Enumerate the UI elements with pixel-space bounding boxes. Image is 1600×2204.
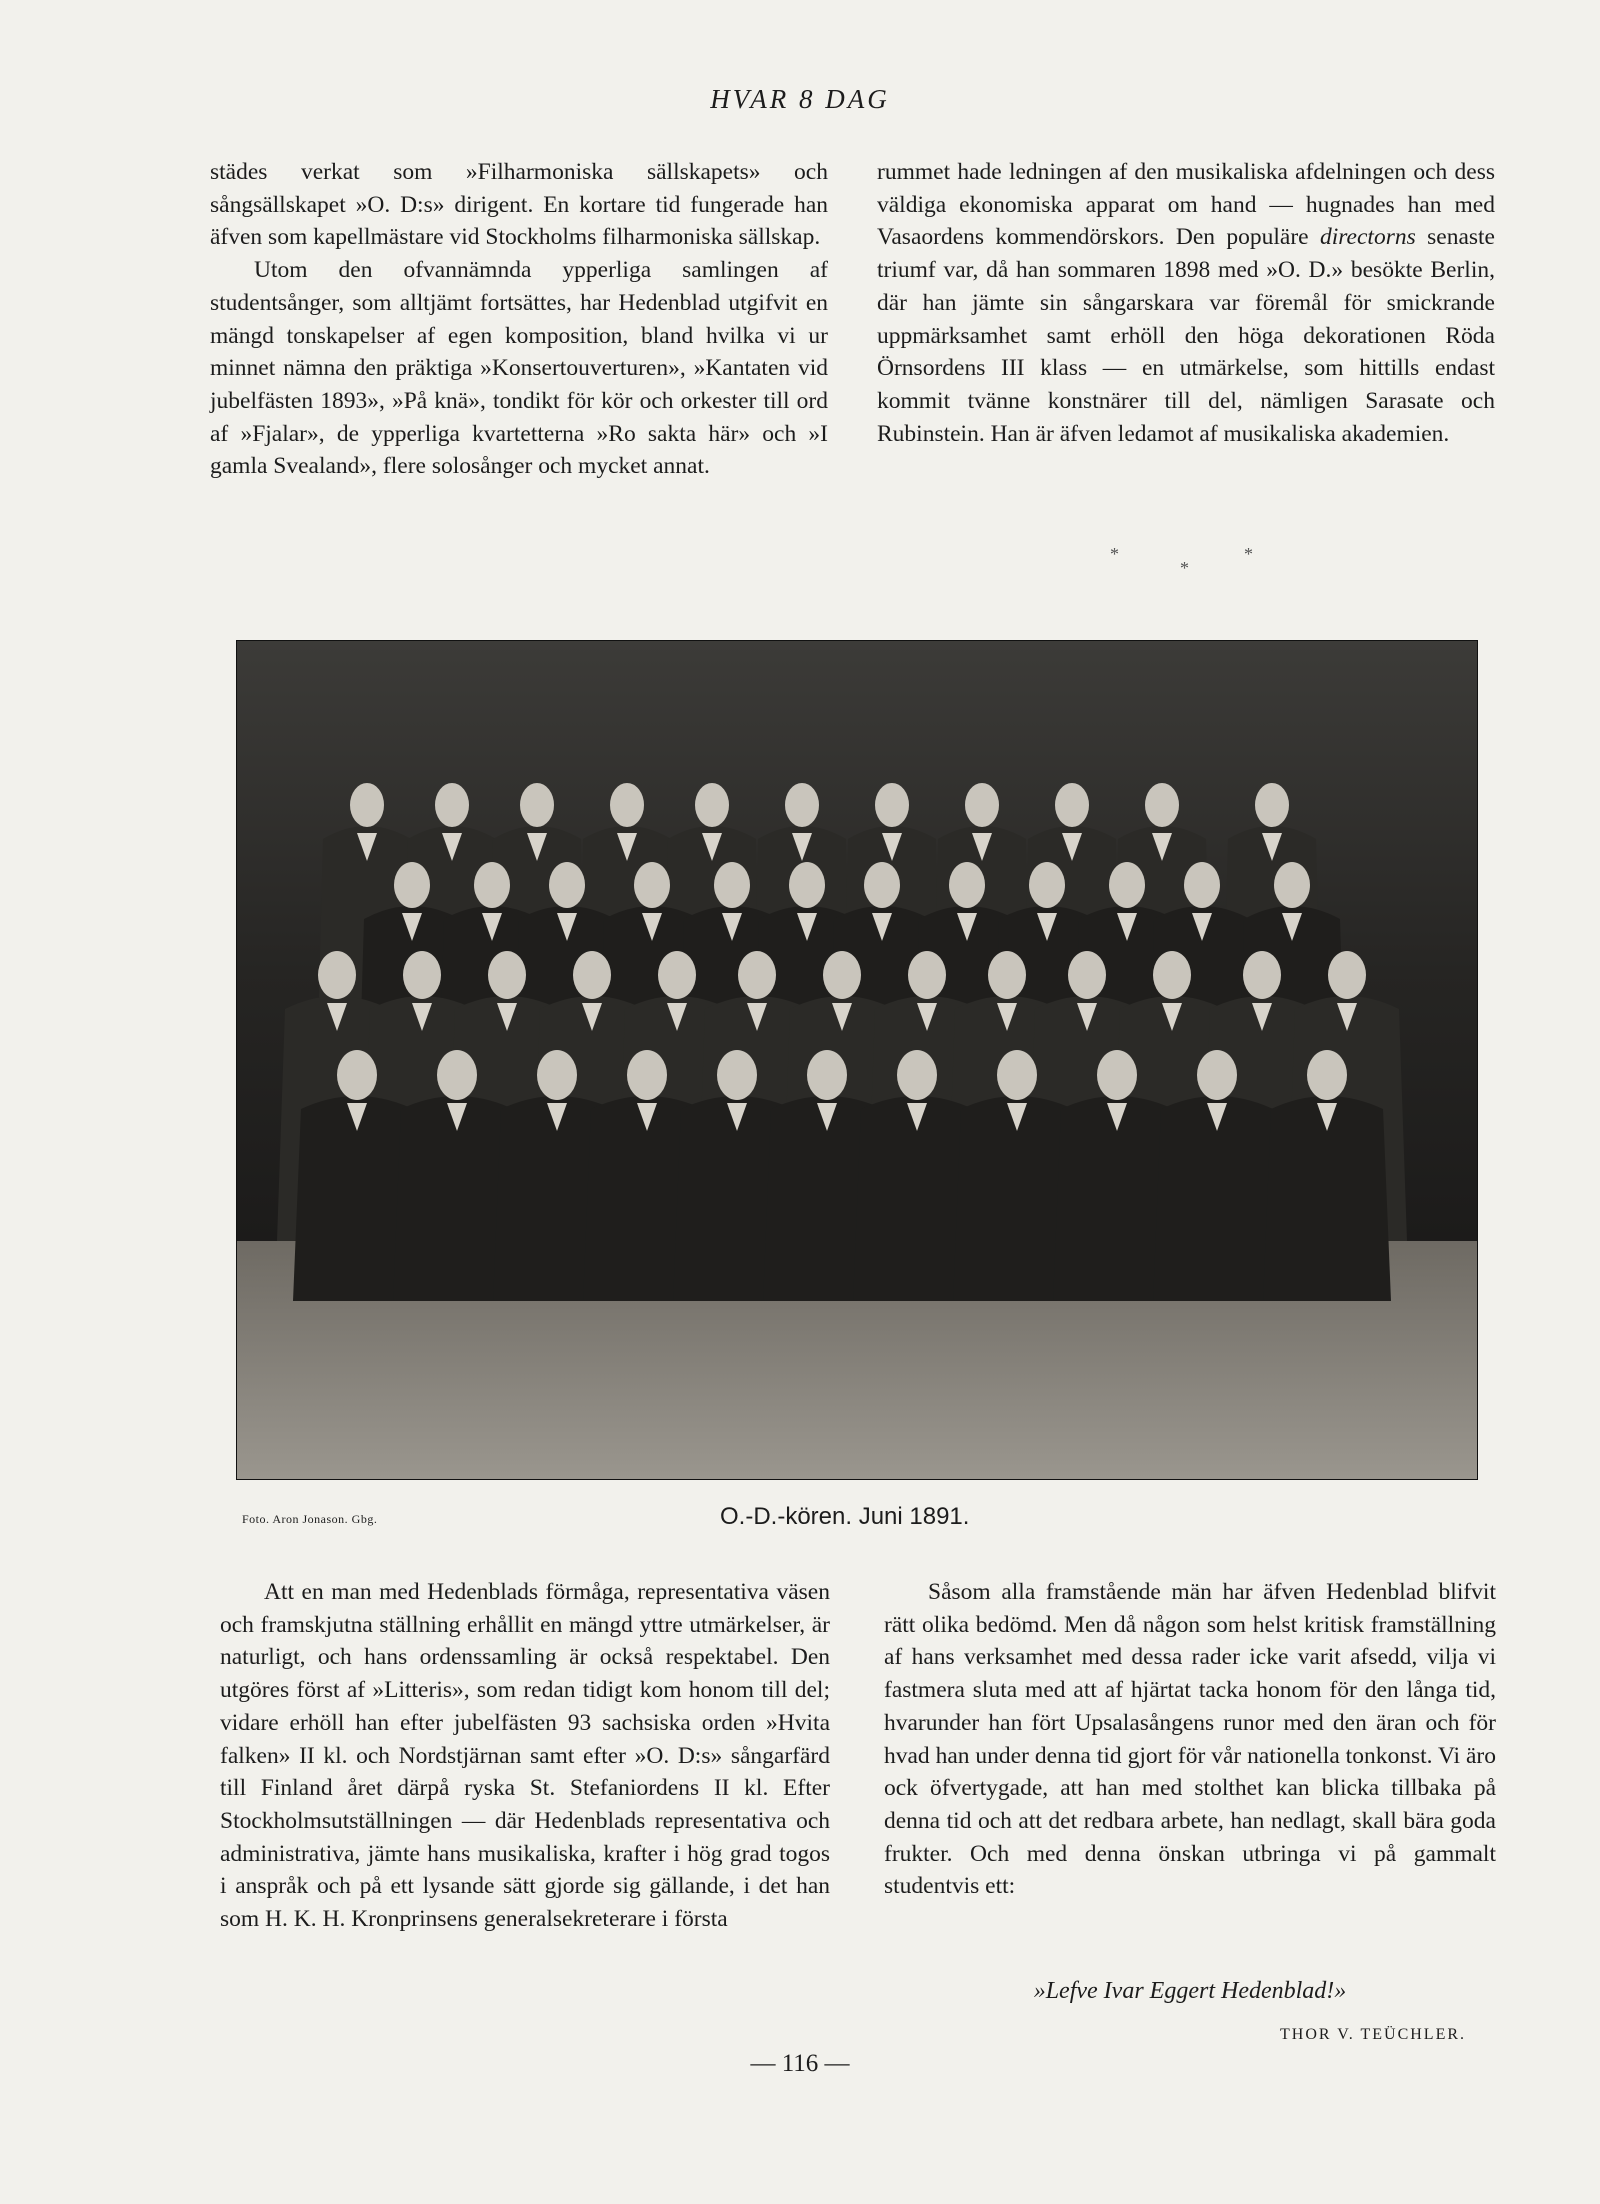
figure-head bbox=[864, 862, 900, 908]
figure-head bbox=[634, 862, 670, 908]
section-divider-stars bbox=[1110, 544, 1270, 584]
figure-head bbox=[337, 1050, 377, 1100]
figure-head bbox=[897, 1050, 937, 1100]
figure-head bbox=[695, 783, 729, 827]
figure-head bbox=[785, 783, 819, 827]
figure-head bbox=[1328, 951, 1366, 999]
column-top-right bbox=[877, 156, 1495, 450]
figure-head bbox=[1109, 862, 1145, 908]
figure-head bbox=[1029, 862, 1065, 908]
figure-head bbox=[627, 1050, 667, 1100]
author-signature: THOR V. TEÜCHLER. bbox=[1280, 2026, 1467, 2043]
column-top-left bbox=[210, 156, 828, 483]
figure-head bbox=[965, 783, 999, 827]
figure-head bbox=[1274, 862, 1310, 908]
text-run: rummet hade ledningen af den musikaliska afdelningen och dess väldiga ekonomiska apparat om hand — hugnades han med Vasaordens kommendörskors. Den populäre bbox=[877, 159, 1495, 251]
figure-head bbox=[1197, 1050, 1237, 1100]
figure-head bbox=[997, 1050, 1037, 1100]
figure-head bbox=[714, 862, 750, 908]
figure-head bbox=[549, 862, 585, 908]
figure-head bbox=[1145, 783, 1179, 827]
group-of-men bbox=[277, 783, 1407, 1301]
figure-head bbox=[908, 951, 946, 999]
figure-head bbox=[807, 1050, 847, 1100]
emphasis-text: directorns bbox=[1320, 224, 1416, 251]
figure-head bbox=[988, 951, 1026, 999]
figure-head bbox=[1243, 951, 1281, 999]
photograph-illustration bbox=[237, 641, 1477, 1479]
figure-head bbox=[474, 862, 510, 908]
paragraph: städes verkat som »Filharmoniska sällskapets» och sångsällskapet »O. D:s» dirigent. En kortare tid fungerade han äfven som kapellmästare vid Stockholms filharmoniska sällskap. bbox=[210, 159, 828, 251]
figure-head bbox=[435, 783, 469, 827]
asterisk: * bbox=[1244, 544, 1253, 564]
paragraph: Såsom alla framstående män har äfven Hedenblad blifvit rätt olika bedömd. Men då någon som helst kritisk framställning af hans verksamhet med dessa rader icke varit afsedd, vilja vi fastmera sluta med att af hjärtat tacka honom för den långa tid, hvarunder han fört Upsalasångens runor med den äran och för hvad han under denna tid gjort för vår nationella tonkonst. Vi äro ock öfvertygade, att han med stolthet kan blicka tillbaka på denna tid och att det redbara arbete, han nedlagt, skall bära goda frukter. Och med denna önskan utbringa vi på gammalt studentvis ett: bbox=[884, 1579, 1496, 1900]
figure-head bbox=[318, 951, 356, 999]
figure-head bbox=[738, 951, 776, 999]
figure-head bbox=[1255, 783, 1289, 827]
figure-head bbox=[823, 951, 861, 999]
figure-head bbox=[1097, 1050, 1137, 1100]
paragraph bbox=[877, 156, 1495, 450]
figure-head bbox=[1184, 862, 1220, 908]
figure-head bbox=[1153, 951, 1191, 999]
photo-credit: Foto. Aron Jonason. Gbg. bbox=[242, 1512, 378, 1526]
text-run: senaste triumf var, då han sommaren 1898 med »O. D.» besökte Berlin, där han jämte sin sångarskara var föremål för smickrande uppmärksamhet samt erhöll den höga dekorationen Röda Örnsordens III klass — en utmärkelse, som hittills endast kommit tvänne konstnärer till del, nämligen Sarasate och Rubinstein. Han är äfven ledamot af musikaliska akademien. bbox=[877, 224, 1495, 447]
figure-head bbox=[658, 951, 696, 999]
column-bottom-right bbox=[884, 1576, 1496, 1903]
running-header: HVAR 8 DAG bbox=[710, 84, 890, 114]
photo-caption: O.-D.-kören. Juni 1891. bbox=[720, 1503, 970, 1530]
figure-head bbox=[789, 862, 825, 908]
figure-head bbox=[488, 951, 526, 999]
figure-head bbox=[1307, 1050, 1347, 1100]
group-photograph bbox=[236, 640, 1478, 1480]
closing-toast: »Lefve Ivar Eggert Hedenblad!» bbox=[1033, 1978, 1347, 2004]
figure-head bbox=[437, 1050, 477, 1100]
figure-head bbox=[394, 862, 430, 908]
figure-head bbox=[610, 783, 644, 827]
figure-head bbox=[573, 951, 611, 999]
column-bottom-left bbox=[220, 1576, 830, 1936]
page-number: — 116 — bbox=[750, 2050, 850, 2077]
figure-head bbox=[1055, 783, 1089, 827]
paragraph: Utom den ofvannämnda ypperliga samlingen af studentsånger, som alltjämt fortsättes, har Hedenblad utgifvit en mängd tonskapelser af egen komposition, bland hvilka vi ur minnet nämna den präktiga »Konsertouverturen», »Kantaten vid jubelfästen 1893», »På knä», tondikt för kör och orkester till ord af »Fjalar», de ypperliga kvartetterna »Ro sakta här» och »I gamla Svealand», flere solosånger och mycket annat. bbox=[210, 257, 828, 480]
figure-head bbox=[1068, 951, 1106, 999]
paragraph: Att en man med Hedenblads förmåga, representativa väsen och framskjutna ställning erhållit en mängd yttre utmärkelser, är naturligt, och hans ordenssamling är också respektabel. Den utgöres först af »Litteris», som redan tidigt kom honom till del; vidare erhöll han efter jubelfästen 93 sachsiska orden »Hvita falken» II kl. och Nordstjärnan samt efter »O. D:s» sångarfärd till Finland året därpå ryska St. Stefaniordens II kl. Efter Stockholmsutställningen — där Hedenblads representativa och administrativa, jämte hans musikaliska, krafter i hög grad togos i anspråk och på ett lysande sätt gjorde sig gällande, i det han som H. K. H. Kronprinsens generalsekreterare i första bbox=[220, 1579, 830, 1933]
figure-head bbox=[537, 1050, 577, 1100]
figure-head bbox=[949, 862, 985, 908]
asterisk: * bbox=[1110, 544, 1119, 564]
asterisk: * bbox=[1180, 558, 1189, 578]
figure-head bbox=[717, 1050, 757, 1100]
figure-head bbox=[520, 783, 554, 827]
figure-head bbox=[875, 783, 909, 827]
figure-head bbox=[350, 783, 384, 827]
figure-head bbox=[403, 951, 441, 999]
